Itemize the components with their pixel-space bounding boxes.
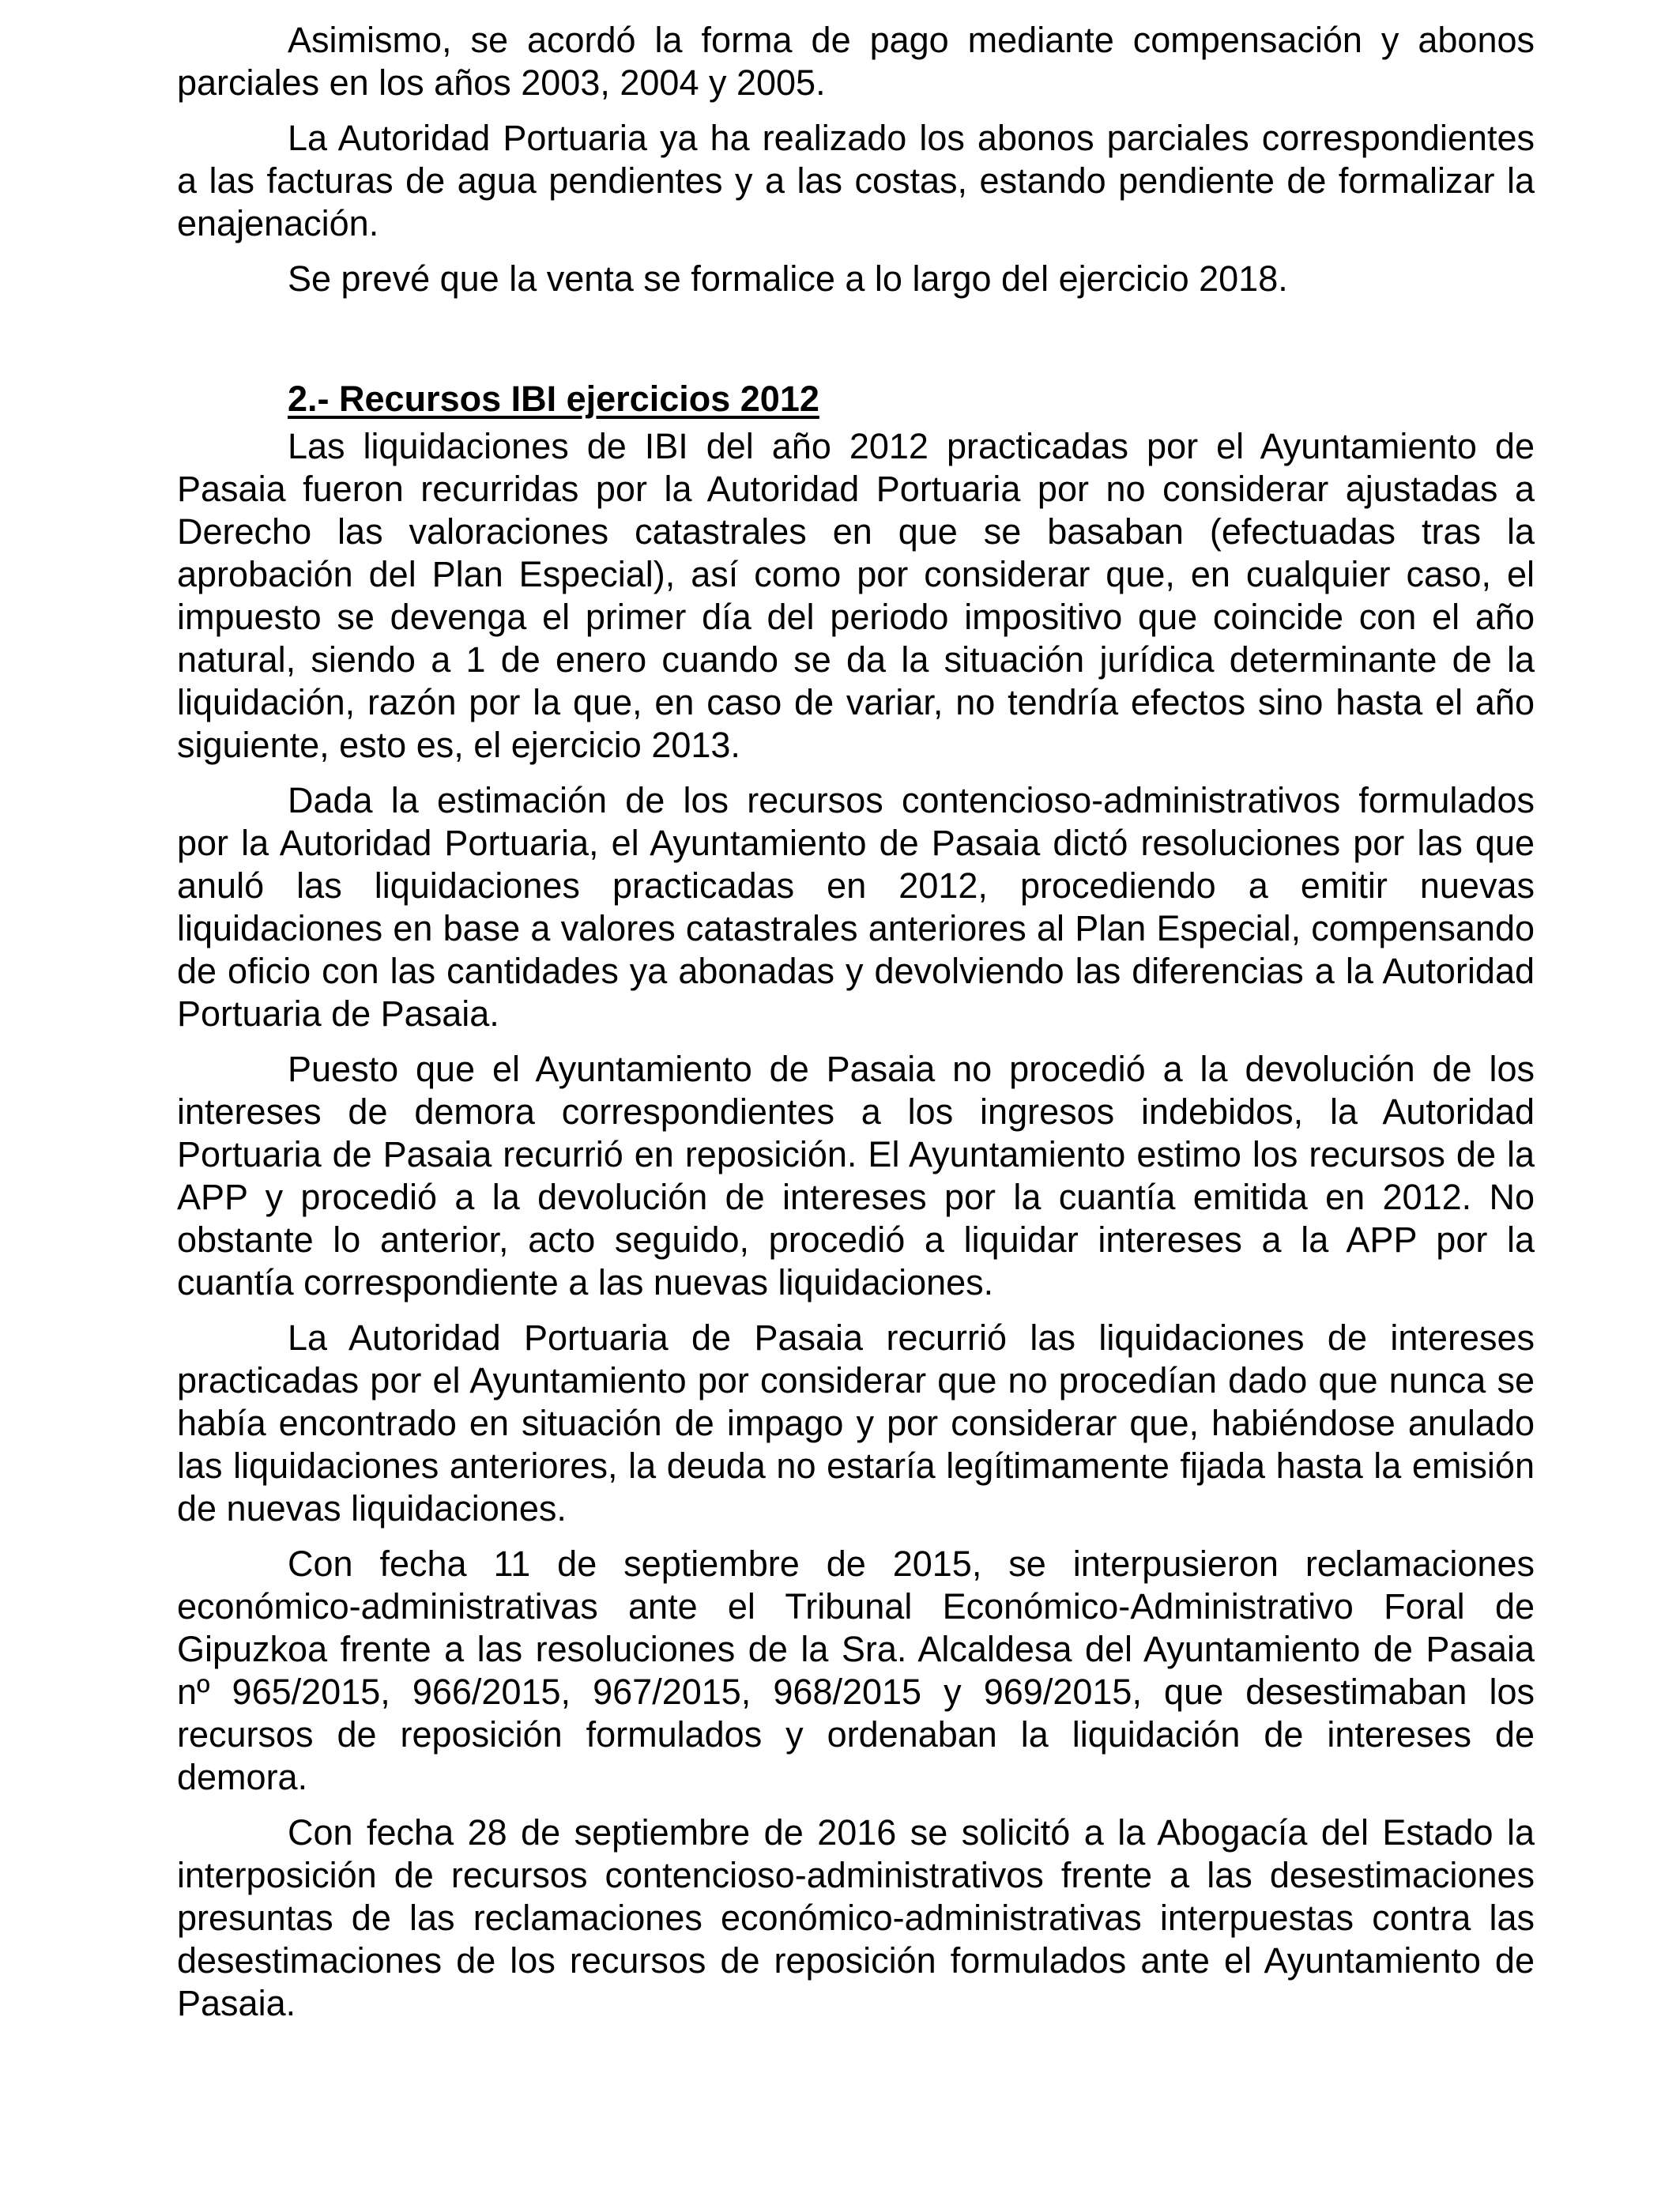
paragraph-ibi-liquidations: Las liquidaciones de IBI del año 2012 practicadas por el Ayuntamiento de Pasaia fueron recurridas por la Autoridad Portuaria por no considerar ajustadas a Derecho las valoraciones catastrales en que se basaban (efectuadas tras la aprobación del Plan Especial), así como por considerar que, en cualquier caso, el impuesto se devenga el primer día del periodo impositivo que coincide con el año natural, siendo a 1 de enero cuando se da la situación jurídica determinante de la liquidación, razón por la que, en caso de variar, no tendría efectos sino hasta el año siguiente, esto es, el ejercicio 2013. — [177, 426, 1535, 765]
paragraph-payment-method: Asimismo, se acordó la forma de pago mediante compensación y abonos parciales en los años 2003, 2004 y 2005. — [177, 20, 1535, 103]
paragraph-state-attorney: Con fecha 28 de septiembre de 2016 se solicitó a la Abogacía del Estado la interposición de recursos contencioso-administrativos frente a las desestimaciones presuntas de las reclamaciones económico-administrativas interpuestas contra las desestimaciones de los recursos de reposición formulados ante el Ayuntamiento de Pasaia. — [177, 1812, 1535, 2023]
paragraph-interest-appeal: La Autoridad Portuaria de Pasaia recurrió las liquidaciones de intereses practicadas por el Ayuntamiento por considerar que no procedían dado que nunca se había encontrado en situación de impago y por considerar que, habiéndose anulado las liquidaciones anteriores, la deuda no estaría legítimamente fijada hasta la emisión de nuevas liquidaciones. — [177, 1318, 1535, 1529]
paragraph-sale-forecast: Se prevé que la venta se formalice a lo largo del ejercicio 2018. — [288, 258, 1288, 299]
document-page — [177, 19, 1535, 2038]
paragraph-appeals-upheld: Dada la estimación de los recursos contencioso-administrativos formulados por la Autoridad Portuaria, el Ayuntamiento de Pasaia dictó resoluciones por las que anuló las liquidaciones practicadas en 2012, procediendo a emitir nuevas liquidaciones en base a valores catastrales anteriores al Plan Especial, compensando de oficio con las cantidades ya abonadas y devolviendo las diferencias a la Autoridad Portuaria de Pasaia. — [177, 780, 1535, 1034]
paragraph-economic-claims: Con fecha 11 de septiembre de 2015, se interpusieron reclamaciones económico-administrativas ante el Tribunal Económico-Administrativo Foral de Gipuzkoa frente a las resoluciones de la Sra. Alcaldesa del Ayuntamiento de Pasaia nº 965/2015, 966/2015, 967/2015, 968/2015 y 969/2015, que desestimaban los recursos de reposición formulados y ordenaban la liquidación de intereses de demora. — [177, 1544, 1535, 1797]
section-heading: 2.- Recursos IBI ejercicios 2012 — [288, 379, 819, 419]
paragraph-late-interest: Puesto que el Ayuntamiento de Pasaia no procedió a la devolución de los intereses de demora correspondientes a los ingresos indebidos, la Autoridad Portuaria de Pasaia recurrió en reposición. El Ayuntamiento estimo los recursos de la APP y procedió a la devolución de intereses por la cuantía emitida en 2012. No obstante lo anterior, acto seguido, procedió a liquidar intereses a la APP por la cuantía correspondiente a las nuevas liquidaciones. — [177, 1049, 1535, 1302]
paragraph-partial-payments: La Autoridad Portuaria ya ha realizado los abonos parciales correspondientes a las facturas de agua pendientes y a las costas, estando pendiente de formalizar la enajenación. — [177, 118, 1535, 243]
